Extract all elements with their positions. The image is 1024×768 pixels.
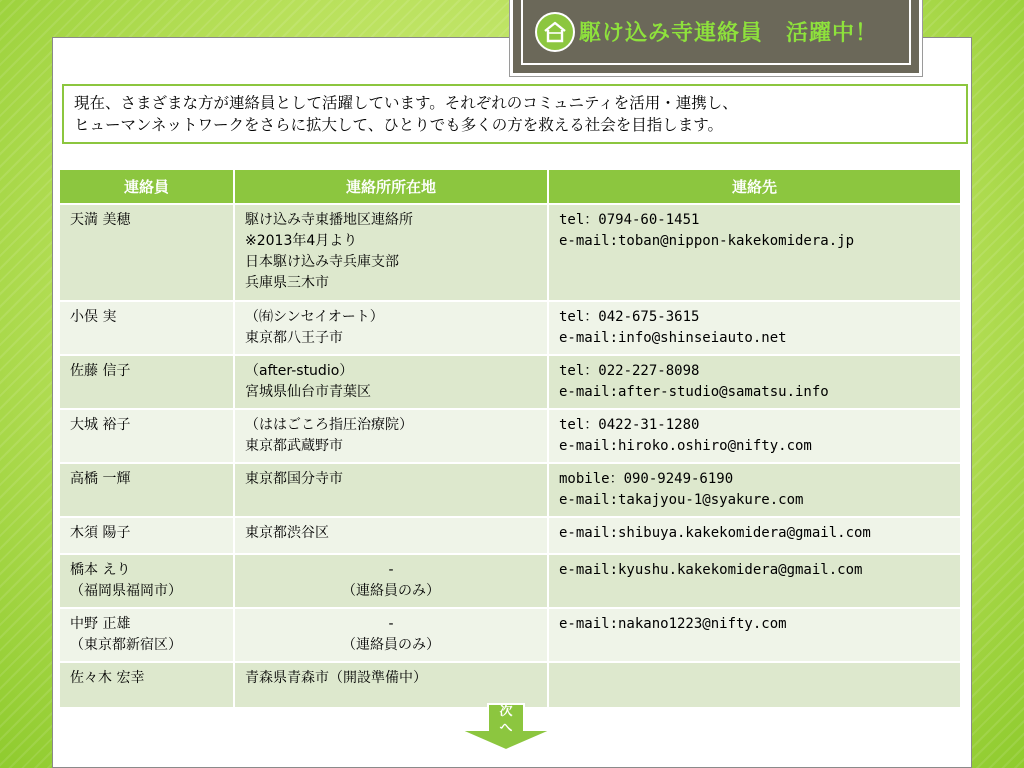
table-row bbox=[60, 355, 960, 409]
location-text: 駆け込み寺東播地区連絡所 bbox=[245, 212, 413, 228]
title-tab bbox=[510, 0, 922, 76]
email-link[interactable]: e-mail:kyushu.kakekomidera@gmail.com bbox=[559, 562, 863, 578]
cell-location bbox=[234, 301, 548, 355]
location-text: （after-studio） bbox=[245, 363, 354, 379]
page-title: 駆け込み寺連絡員 活躍中！ bbox=[579, 21, 879, 46]
cell-contact bbox=[548, 517, 960, 554]
table-row bbox=[60, 301, 960, 355]
location-text: 東京都八王子市 bbox=[245, 330, 343, 346]
next-label[interactable] bbox=[458, 703, 554, 737]
intro-line-2: ヒューマンネットワークをさらに拡大して、ひとりでも多くの方を救える社会を目指します。 bbox=[74, 116, 723, 134]
next-label-line2: へ bbox=[499, 721, 513, 736]
email-link[interactable]: e-mail:info@shinseiauto.net bbox=[559, 330, 787, 346]
name-text: 木須 陽子 bbox=[70, 525, 131, 541]
table-row bbox=[60, 204, 960, 301]
name-text: 中野 正雄 bbox=[70, 616, 131, 632]
cell-location bbox=[234, 355, 548, 409]
cell-location bbox=[234, 662, 548, 707]
cell-location bbox=[234, 517, 548, 554]
email-link[interactable]: e-mail:shibuya.kakekomidera@gmail.com bbox=[559, 525, 871, 541]
cell-contact bbox=[548, 409, 960, 463]
name-text: 佐々木 宏幸 bbox=[70, 670, 145, 686]
location-text: （連絡員のみ） bbox=[342, 637, 440, 653]
cell-name bbox=[60, 463, 234, 517]
cell-location bbox=[234, 409, 548, 463]
cell-contact bbox=[548, 301, 960, 355]
phone-link[interactable]: tel：042-675-3615 bbox=[559, 309, 700, 325]
location-text: 青森県青森市（開設準備中） bbox=[245, 670, 427, 686]
table-row bbox=[60, 554, 960, 608]
name-text: 大城 裕子 bbox=[70, 417, 131, 433]
name-text: 高橋 一輝 bbox=[70, 471, 131, 487]
phone-link[interactable]: tel：022-227-8098 bbox=[559, 363, 700, 379]
location-text: ※2013年4月より bbox=[245, 233, 358, 249]
location-text: （連絡員のみ） bbox=[342, 583, 440, 599]
email-link[interactable]: e-mail:nakano1223@nifty.com bbox=[559, 616, 787, 632]
location-text: 東京都渋谷区 bbox=[245, 525, 329, 541]
table-row bbox=[60, 409, 960, 463]
cell-location bbox=[234, 608, 548, 662]
cell-contact bbox=[548, 608, 960, 662]
title-inner bbox=[521, 0, 911, 65]
location-text: - bbox=[388, 562, 394, 578]
phone-link[interactable]: tel：0422-31-1280 bbox=[559, 417, 700, 433]
cell-name bbox=[60, 662, 234, 707]
table-row bbox=[60, 463, 960, 517]
cell-name bbox=[60, 409, 234, 463]
header-location: 連絡所所在地 bbox=[234, 170, 548, 204]
contacts-table bbox=[60, 170, 960, 707]
email-link[interactable]: e-mail:hiroko.oshiro@nifty.com bbox=[559, 438, 812, 454]
table-row bbox=[60, 608, 960, 662]
table-row bbox=[60, 517, 960, 554]
table-header-row bbox=[60, 170, 960, 204]
name-text: 佐藤 信子 bbox=[70, 363, 131, 379]
cell-contact bbox=[548, 662, 960, 707]
header-contact: 連絡先 bbox=[548, 170, 960, 204]
location-text: 兵庫県三木市 bbox=[245, 275, 329, 291]
next-label-line1: 次 bbox=[499, 704, 513, 719]
name-text: 天満 美穂 bbox=[70, 212, 131, 228]
location-text: - bbox=[388, 616, 394, 632]
table-row bbox=[60, 662, 960, 707]
name-text: 橋本 えり bbox=[70, 562, 131, 578]
house-icon bbox=[535, 12, 575, 52]
mobile-link[interactable]: mobile：090-9249-6190 bbox=[559, 471, 734, 487]
cell-name bbox=[60, 517, 234, 554]
location-text: 東京都武蔵野市 bbox=[245, 438, 343, 454]
cell-location bbox=[234, 204, 548, 301]
name-text: 小俣 実 bbox=[70, 309, 117, 325]
cell-contact bbox=[548, 554, 960, 608]
cell-location bbox=[234, 463, 548, 517]
cell-name bbox=[60, 554, 234, 608]
name-area-text: （福岡県福岡市） bbox=[70, 583, 182, 599]
cell-contact bbox=[548, 204, 960, 301]
intro-line-1: 現在、さまざまな方が連絡員として活躍しています。それぞれのコミュニティを活用・連携し、 bbox=[74, 94, 738, 112]
location-text: 宮城県仙台市青葉区 bbox=[245, 384, 371, 400]
cell-name bbox=[60, 301, 234, 355]
cell-name bbox=[60, 204, 234, 301]
header-name: 連絡員 bbox=[60, 170, 234, 204]
cell-contact bbox=[548, 355, 960, 409]
location-text: 日本駆け込み寺兵庫支部 bbox=[245, 254, 399, 270]
cell-contact bbox=[548, 463, 960, 517]
name-area-text: （東京都新宿区） bbox=[70, 637, 182, 653]
cell-name bbox=[60, 608, 234, 662]
phone-link[interactable]: tel：0794-60-1451 bbox=[559, 212, 700, 228]
location-text: （㈲シンセイオート） bbox=[245, 309, 384, 325]
cell-name bbox=[60, 355, 234, 409]
cell-location bbox=[234, 554, 548, 608]
email-link[interactable]: e-mail:after-studio@samatsu.info bbox=[559, 384, 829, 400]
intro-box bbox=[62, 84, 968, 144]
location-text: 東京都国分寺市 bbox=[245, 471, 343, 487]
email-link[interactable]: e-mail:takajyou-1@syakure.com bbox=[559, 492, 804, 508]
email-link[interactable]: e-mail:toban@nippon-kakekomidera.jp bbox=[559, 233, 855, 249]
location-text: （ははごころ指圧治療院） bbox=[245, 417, 413, 433]
